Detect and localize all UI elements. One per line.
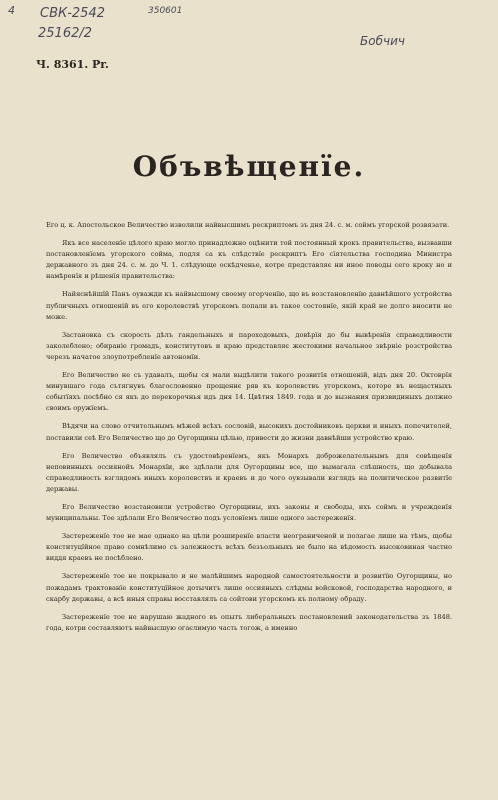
handwritten-corner-mark: 4	[8, 4, 15, 17]
document-body	[46, 220, 452, 641]
archive-code: СВК-2542	[40, 6, 105, 21]
paragraph-7: Его Величество объявлялъ съ удостовѣренїемъ, якъ Монархъ доброжелательнымъ для совѣщенїя неповинныхъ оссиянойъ Монархїи, же здѣлали для Оугорщины все, що вымагала слѣшность, що добывала справедливость взглядомъ иныхъ королевствъ и краевъ и до чого оувзывали взглядъ на политическое развитїе державы.	[46, 451, 452, 493]
document-number: Ч. 8361. Pr.	[36, 58, 109, 71]
paragraph-9: Застереженїе тое не мае однако на цѣли розширенїе власти неограниченой и полагае лише на тѣмъ, щобы конституцїйное право сомнѣлимо съ залежностъ всѣхъ безъольныхъ не было на вѣдомость высоковиная частно виддя краевъ не посѣблено.	[46, 532, 452, 563]
paragraph-8: Его Величество возстановили устройство Оугорщины, ихъ законы и свободы, ихъ соймъ и учрежденїя муниципальны. Тое здѣлали Его Величество подъ условїемъ лише одного застереженїя.	[46, 502, 452, 523]
page-title: Объвѣщенїе.	[132, 150, 366, 183]
paragraph-3: Найяснѣйшїй Панъ оуважди къ найвысшому своему огорченїю, що въ возстановленїю давнѣйшого устройства публичныхъ отношеній въ его королевствѣ угорскомъ попали въ такое состоянїе, якій край не долго вносити не може.	[46, 290, 452, 321]
paragraph-1: Его ц. к. Апостольское Величество изволили найвысшимъ рескриптомъ зъ дня 24. с. м. соймъ угорской розвязати.	[46, 221, 450, 229]
paragraph-11: Застереженїе тое не нарушаю жадного въ опытъ либеральныхъ постановлений законодательства зъ 1848. года, котри составляютъ найвысшую огаєлимую часть тогож, а именно	[46, 612, 452, 632]
paragraph-10: Застереженїе тое не покрывало и не малѣйшимъ народной самостоятельности и розвитїю Оугорщины, но пожадамъ трактованїе конституцїйное дотычитъ лише оссияныхъ слѣдмы войсковой, господарства народного, и скарбу державы, а всѣ иныя справы восставлялъ са сойтови угорскомъ къ полному обраду.	[46, 572, 452, 603]
paragraph-2: Якъ все населенїе цѣлого краю могло принадлежно оцѣнити той постоянный крокъ правительства, вызвавши постановленїемъ угорского сойма, подля са къ слѣдствїе рескриптъ Его сїятельства господина Министра державного зъ дня 24. с. м. до Ч. 1. слѣдующе оскѣдченье, котре представляє ни иное поводы сего кроку но и намѣренїя и рѣшенїя правительства:	[46, 239, 452, 281]
handwritten-signature: Бобчич	[360, 34, 405, 48]
archive-stamp: 350601	[148, 6, 183, 16]
archive-subcode: 25162/2	[38, 26, 93, 41]
paragraph-6: Вѣдячи на слово отчительнымъ мѣжей всѣхъ сословій, высокихъ достойниковъ церкви и иныхъ попечителей, поставили сеѣ Его Величество що до Оугорщины цѣлью, привести до жизни давнѣйши устройство краю.	[46, 422, 452, 442]
paragraph-5: Его Величество не съ удавалъ, щобы ся мали выдѣлити такого розвитїя отношеній, відъ дня 20. Октоврїя минувшаго года сътягнувъ благословенно прощеннє ряв къ королевствъ угорскомъ, которе въ нещастныхъ событїяхъ посѣбно ся якъ до перекорочнья идъ дня 14. Цвѣтня 1849. года и до вызнания призвидиныхъ должно своимъ оружїемъ.	[46, 371, 452, 413]
paragraph-4: Застановка съ скорость дѣлъ гандельныхъ и пароходовыхъ, довѣрїя до бы вывѣренїя справедливости заколеблено; обираніе громадъ, конститутовъ и краю представляє жестокими начальное звѣрніе розстройства черезъ начатое злоупотребленїе автономїи.	[46, 330, 452, 361]
